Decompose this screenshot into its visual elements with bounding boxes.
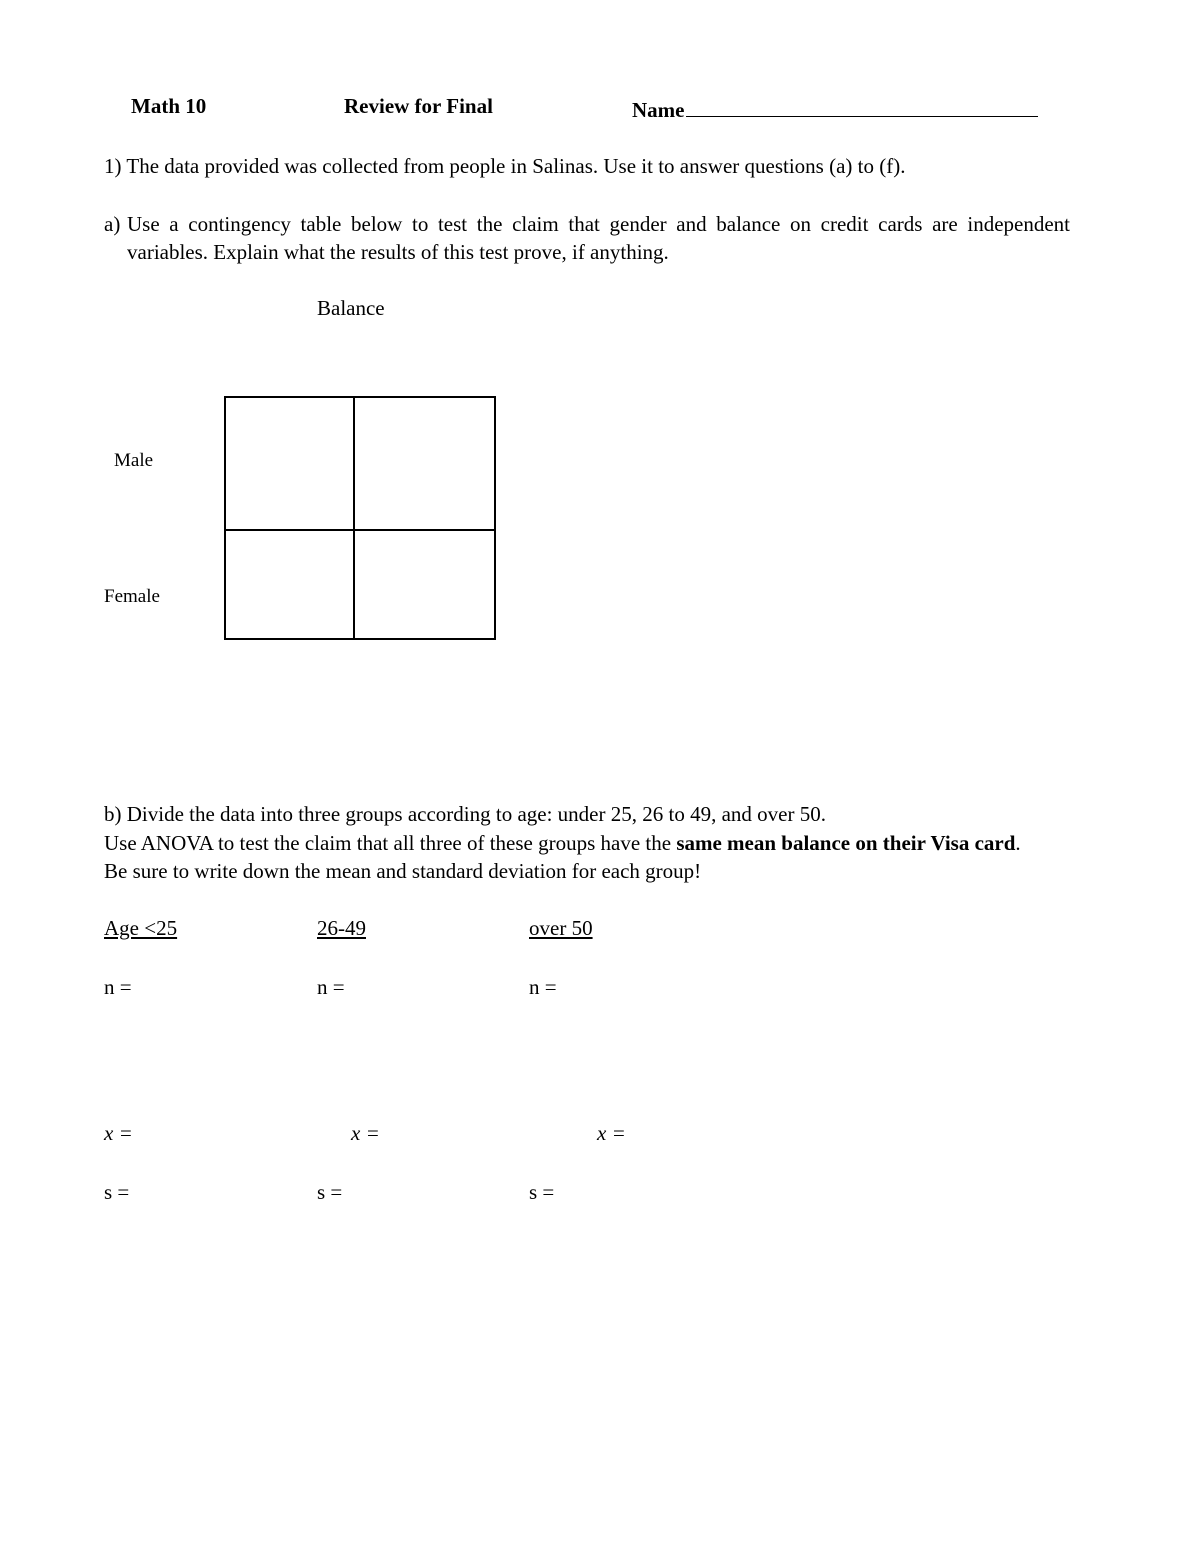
cell-male-col1[interactable] [226,398,353,529]
group-1-n[interactable]: n = [104,975,132,999]
part-b-line-3: Be sure to write down the mean and standard deviation for each group! [104,859,702,883]
part-a-text: Use a contingency table below to test the claim that gender and balance on credit cards are independent variables. Explain what the results of this test prove, if anything. [127,212,1070,264]
name-label: Name [632,98,685,122]
contingency-table [224,396,496,640]
table-horizontal-divider [226,529,494,531]
course-title: Math 10 [131,94,207,118]
table-column-header: Balance [317,296,385,320]
table-vertical-divider [353,398,355,638]
part-a [104,210,1070,266]
cell-male-col2[interactable] [355,398,494,529]
part-b [104,800,1074,886]
row-label-female: Female [104,586,160,607]
group-2-sd[interactable]: s = [317,1180,343,1204]
group-header-26-49: 26-49 [317,916,366,940]
group-3-sd[interactable]: s = [529,1180,555,1204]
group-2-n[interactable]: n = [317,975,345,999]
cell-female-col1[interactable] [226,531,353,638]
part-b-line-2 [104,829,1074,858]
group-header-under-25: Age <25 [104,916,178,940]
group-3-n[interactable]: n = [529,975,557,999]
question-1-intro: 1) The data provided was collected from people in Salinas. Use it to answer questions (a) to (f). [104,154,906,178]
group-header-over-50: over 50 [529,916,593,940]
part-b-line-2-end: . [1015,830,1021,855]
part-b-line-1: b) Divide the data into three groups according to age: under 25, 26 to 49, and over 50. [104,802,826,826]
group-1-sd[interactable]: s = [104,1180,130,1204]
part-b-line-2-start: Use ANOVA to test the claim that all three of these groups have the [104,830,677,855]
cell-female-col2[interactable] [355,531,494,638]
group-3-mean[interactable]: x = [597,1121,626,1145]
name-field[interactable] [632,94,1038,123]
group-2-mean[interactable]: x = [351,1121,380,1145]
part-a-label: a) [104,212,121,236]
part-b-line-2-bold: same mean balance on their Visa card [676,830,1016,855]
row-label-male: Male [114,450,154,471]
document-title: Review for Final [344,94,493,118]
name-blank-line[interactable] [686,94,1038,117]
group-1-mean[interactable]: x = [104,1121,133,1145]
